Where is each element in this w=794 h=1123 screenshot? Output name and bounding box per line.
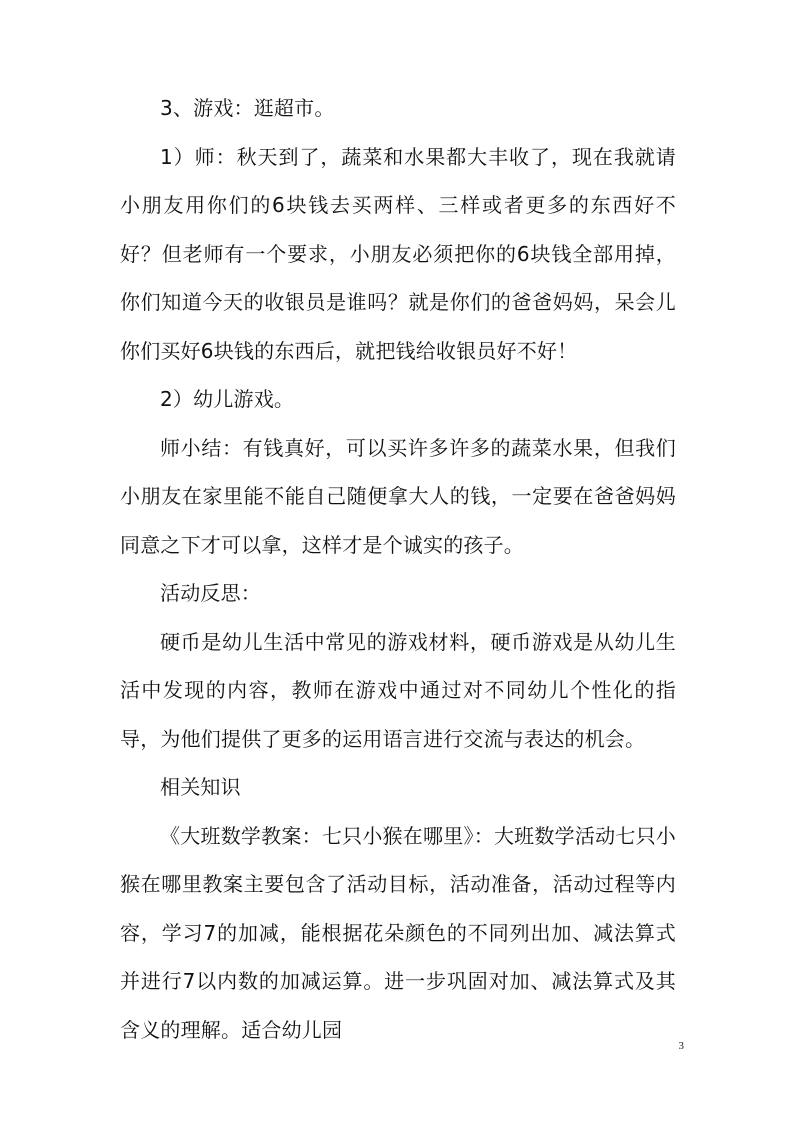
page-number: 3 [678, 1040, 684, 1052]
paragraph-reflection-body: 硬币是幼儿生活中常见的游戏材料，硬币游戏是从幼儿生活中发现的内容，教师在游戏中通过对不同幼儿个性化的指导，为他们提供了更多的运用语言进行交流与表达的机会。 [120, 629, 676, 751]
body-text [120, 84, 676, 1054]
paragraph-teacher-instruction: 1）师：秋天到了，蔬菜和水果都大丰收了，现在我就请小朋友用你们的6块钱去买两样、三样或者更多的东西好不好？但老师有一个要求，小朋友必须把你的6块钱全部用掉，你们知道今天的收银员是谁吗？就是你们的爸爸妈妈，呆会儿你们买好6块钱的东西后，就把钱给收银员好不好！ [120, 144, 676, 363]
paragraph-related-body: 《大班数学教案：七只小猴在哪里》：大班数学活动七只小猴在哪里教案主要包含了活动目标，活动准备，活动过程等内容，学习7的加减，能根据花朵颜色的不同列出加、减法算式并进行7以内数的加减运算。进一步巩固对加、减法算式及其含义的理解。适合幼儿园 [120, 823, 676, 1042]
paragraph-teacher-summary: 师小结：有钱真好，可以买许多许多的蔬菜水果，但我们小朋友在家里能不能自己随便拿大人的钱，一定要在爸爸妈妈同意之下才可以拿，这样才是个诚实的孩子。 [120, 435, 676, 557]
paragraph-related-heading: 相关知识 [160, 775, 241, 799]
paragraph-game-heading: 3、游戏：逛超市。 [160, 96, 335, 120]
paragraph-reflection-heading: 活动反思： [160, 581, 261, 605]
paragraph-child-game: 2）幼儿游戏。 [160, 387, 295, 411]
